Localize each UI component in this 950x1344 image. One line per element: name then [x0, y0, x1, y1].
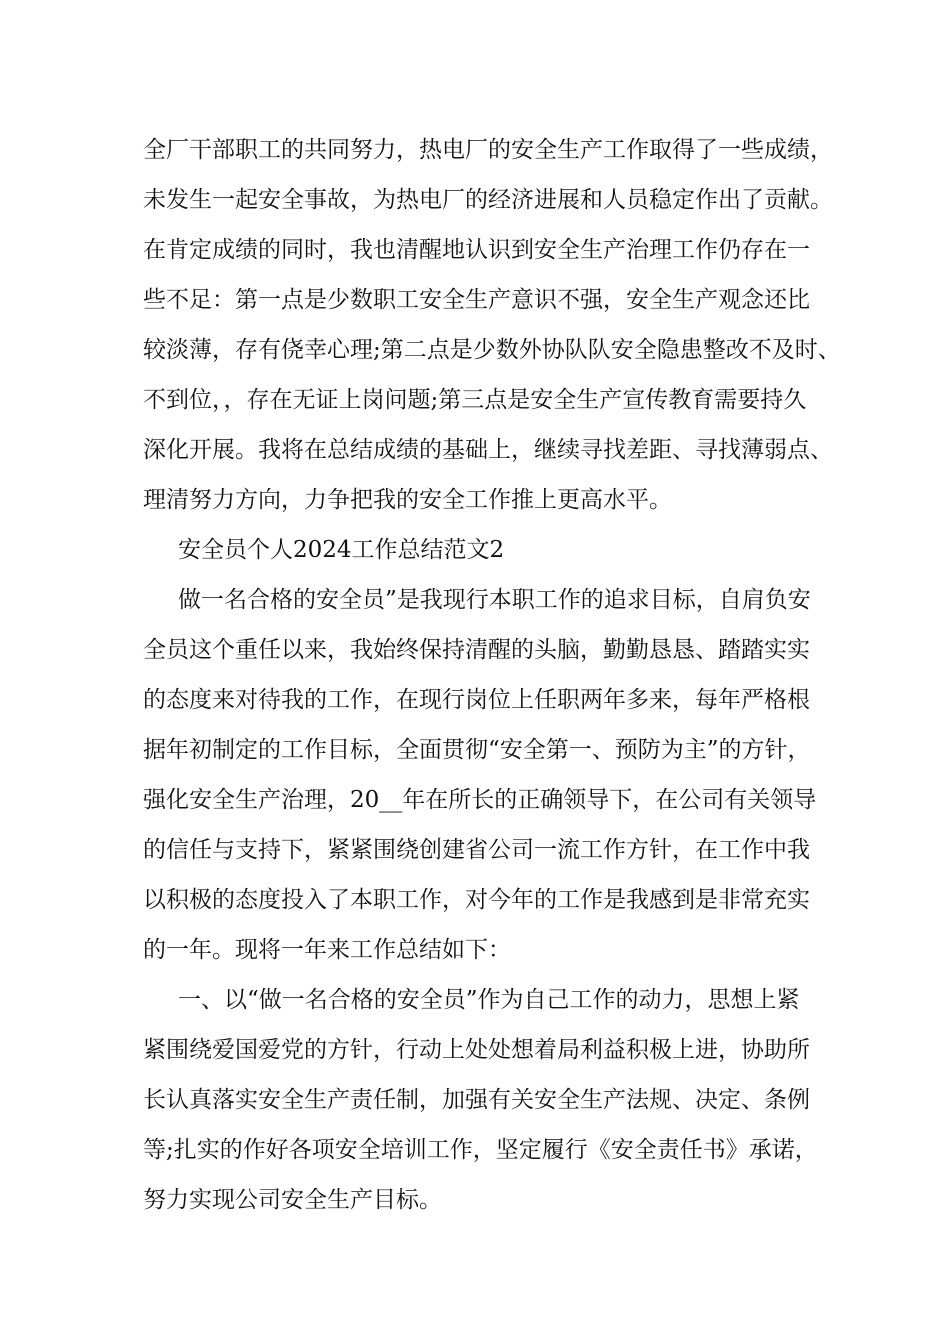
paragraph-line: 的态度来对待我的工作，在现行岗位上任职两年多来，每年严格根 — [143, 687, 810, 713]
paragraph-line: 不到位，，存在无证上岗问题;第三点是安全生产宣传教育需要持久 — [143, 387, 807, 413]
paragraph-line: 的一年。现将一年来工作总结如下： — [143, 937, 511, 963]
paragraph-line: 深化开展。我将在总结成绩的基础上，继续寻找差距、寻找薄弱点、 — [143, 437, 833, 463]
paragraph-line: 做一名合格的安全员”是我现行本职工作的追求目标，自肩负安 — [178, 587, 811, 613]
paragraph-line: 努力实现公司安全生产目标。 — [143, 1187, 442, 1213]
paragraph-line: 等;扎实的作好各项安全培训工作，坚定履行《安全责任书》承诺， — [143, 1137, 818, 1163]
paragraph-line: 未发生一起安全事故，为热电厂的经济进展和人员稳定作出了贡献。 — [143, 187, 833, 213]
paragraph-line: 较淡薄，存有侥幸心理;第二点是少数外协队队安全隐患整改不及时、 — [143, 337, 841, 363]
paragraph-line: 强化安全生产治理，20__年在所长的正确领导下，在公司有关领导 — [143, 787, 817, 813]
paragraph-line: 全厂干部职工的共同努力，热电厂的安全生产工作取得了一些成绩， — [143, 137, 833, 163]
paragraph-line: 在肯定成绩的同时，我也清醒地认识到安全生产治理工作仍存在一 — [143, 237, 810, 263]
paragraph-line: 一、以“做一名合格的安全员”作为自己工作的动力，思想上紧 — [178, 987, 800, 1013]
paragraph-line: 以积极的态度投入了本职工作，对今年的工作是我感到是非常充实 — [143, 887, 810, 913]
paragraph-line: 长认真落实安全生产责任制，加强有关安全生产法规、决定、条例 — [143, 1087, 810, 1113]
paragraph-line: 些不足：第一点是少数职工安全生产意识不强，安全生产观念还比 — [143, 287, 810, 313]
paragraph-line: 的信任与支持下，紧紧围绕创建省公司一流工作方针，在工作中我 — [143, 837, 810, 863]
paragraph-line: 紧围绕爱国爱党的方针，行动上处处想着局利益积极上进，协助所 — [143, 1037, 810, 1063]
section-title: 安全员个人2024工作总结范文2 — [178, 537, 505, 563]
paragraph-line: 据年初制定的工作目标，全面贯彻“安全第一、预防为主”的方针， — [143, 737, 811, 763]
paragraph-line: 理清努力方向，力争把我的安全工作推上更高水平。 — [143, 487, 672, 513]
paragraph-line: 全员这个重任以来，我始终保持清醒的头脑，勤勤恳恳、踏踏实实 — [143, 637, 810, 663]
